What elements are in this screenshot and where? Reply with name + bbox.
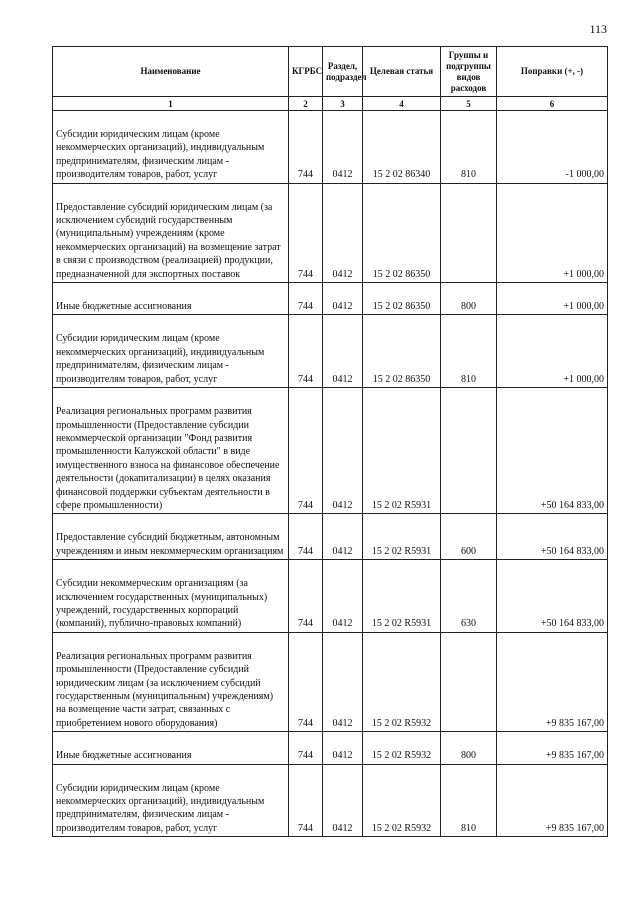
cell-section-text: 0412 bbox=[332, 373, 353, 385]
cell-name-text: Реализация региональных программ развития промышленности (Предоставление субсидии некоммерческой организации "Фонд развития промышленности Калужской области" в виде имущественного взноса на финансовое обеспечение деятельности (докапитализации) в целях оказания финансовой поддержки субъектам деятельности в сфере промышленности) bbox=[56, 406, 280, 511]
column-number: 2 bbox=[289, 97, 323, 111]
cell-section bbox=[323, 183, 363, 282]
cell-name-text: Реализация региональных программ развития промышленности (Предоставление субсидий юридическим лицам (за исключением субсидий государственным (муниципальным) учреждениям) на возмещение части затрат, связанных с приобретением нового оборудования) bbox=[56, 650, 274, 729]
column-number-row bbox=[53, 97, 608, 111]
cell-amount-text: +50 164 833,00 bbox=[540, 618, 604, 630]
cell-amount bbox=[497, 732, 608, 764]
cell-name-text: Иные бюджетные ассигнования bbox=[56, 301, 192, 313]
cell-target-article-text: 15 2 02 R5932 bbox=[371, 822, 432, 834]
cell-target-article bbox=[363, 764, 441, 837]
page-number: 113 bbox=[589, 22, 607, 36]
column-header: КГРБС bbox=[289, 47, 323, 97]
cell-kgrbs-text: 744 bbox=[298, 717, 313, 729]
cell-expense-group bbox=[441, 632, 497, 731]
cell-name-text: Субсидии некоммерческим организациям (за исключением государственных (муниципальных) учреждений, государственных корпораций (компаний), публично-правовых компаний) bbox=[56, 578, 268, 630]
cell-kgrbs bbox=[289, 732, 323, 764]
cell-expense-group bbox=[441, 514, 497, 560]
cell-section bbox=[323, 514, 363, 560]
cell-name bbox=[53, 560, 289, 633]
budget-table bbox=[52, 46, 608, 837]
cell-name bbox=[53, 388, 289, 514]
cell-name bbox=[53, 632, 289, 731]
cell-kgrbs-text: 744 bbox=[298, 822, 313, 834]
cell-amount-text: +1 000,00 bbox=[563, 268, 604, 280]
cell-kgrbs-text: 744 bbox=[298, 750, 313, 762]
table-row bbox=[53, 283, 608, 315]
cell-target-article-text: 15 2 02 R5932 bbox=[371, 750, 432, 762]
cell-name-text: Субсидии юридическим лицам (кроме некоммерческих организаций), индивидуальным предпринимателям, физическим лицам - производителям товаров, работ, услуг bbox=[56, 333, 265, 385]
cell-amount-text: +50 164 833,00 bbox=[540, 499, 604, 511]
cell-target-article-text: 15 2 02 86350 bbox=[372, 268, 431, 280]
cell-name bbox=[53, 111, 289, 184]
cell-target-article-text: 15 2 02 86350 bbox=[372, 301, 431, 313]
table-row bbox=[53, 732, 608, 764]
cell-amount-text: +50 164 833,00 bbox=[540, 545, 604, 557]
cell-kgrbs-text: 744 bbox=[298, 301, 313, 313]
column-header: Группы и подгруппы видов расходов bbox=[441, 47, 497, 97]
cell-target-article-text: 15 2 02 R5931 bbox=[371, 545, 432, 557]
cell-amount-text: +9 835 167,00 bbox=[545, 822, 604, 834]
cell-expense-group-text: 800 bbox=[461, 750, 476, 762]
column-number: 4 bbox=[363, 97, 441, 111]
cell-section bbox=[323, 732, 363, 764]
cell-kgrbs bbox=[289, 514, 323, 560]
cell-section-text: 0412 bbox=[332, 822, 353, 834]
cell-amount bbox=[497, 315, 608, 388]
table-row bbox=[53, 632, 608, 731]
cell-section-text: 0412 bbox=[332, 545, 353, 557]
cell-expense-group bbox=[441, 315, 497, 388]
cell-expense-group bbox=[441, 183, 497, 282]
cell-expense-group bbox=[441, 732, 497, 764]
cell-name bbox=[53, 283, 289, 315]
cell-target-article bbox=[363, 283, 441, 315]
column-number: 5 bbox=[441, 97, 497, 111]
column-number: 6 bbox=[497, 97, 608, 111]
cell-amount-text: -1 000,00 bbox=[565, 169, 604, 181]
cell-section bbox=[323, 315, 363, 388]
cell-name-text: Предоставление субсидий юридическим лицам (за исключением субсидий государственным (муниципальным) учреждениям (кроме некоммерческих организаций) на возмещение затрат в связи с производством (реализацией) продукции, предназначенной для экспортных поставок bbox=[56, 201, 281, 280]
table-row bbox=[53, 514, 608, 560]
cell-kgrbs-text: 744 bbox=[298, 373, 313, 385]
cell-target-article bbox=[363, 514, 441, 560]
column-header: Наименование bbox=[53, 47, 289, 97]
cell-kgrbs bbox=[289, 111, 323, 184]
cell-amount-text: +1 000,00 bbox=[563, 373, 604, 385]
cell-target-article bbox=[363, 388, 441, 514]
cell-name bbox=[53, 514, 289, 560]
table-body bbox=[53, 111, 608, 837]
cell-target-article-text: 15 2 02 86350 bbox=[372, 373, 431, 385]
cell-section-text: 0412 bbox=[332, 301, 353, 313]
cell-section-text: 0412 bbox=[332, 750, 353, 762]
cell-name bbox=[53, 183, 289, 282]
cell-expense-group bbox=[441, 111, 497, 184]
cell-expense-group-text: 810 bbox=[461, 373, 476, 385]
cell-kgrbs bbox=[289, 632, 323, 731]
table-row bbox=[53, 560, 608, 633]
cell-amount bbox=[497, 514, 608, 560]
table-row bbox=[53, 183, 608, 282]
cell-name-text: Субсидии юридическим лицам (кроме некоммерческих организаций), индивидуальным предпринимателям, физическим лицам - производителям товаров, работ, услуг bbox=[56, 129, 265, 181]
table-row bbox=[53, 388, 608, 514]
column-header: Поправки (+, -) bbox=[497, 47, 608, 97]
cell-target-article bbox=[363, 111, 441, 184]
cell-kgrbs-text: 744 bbox=[298, 545, 313, 557]
cell-target-article bbox=[363, 183, 441, 282]
cell-expense-group-text: 810 bbox=[461, 169, 476, 181]
cell-name bbox=[53, 315, 289, 388]
column-number: 3 bbox=[323, 97, 363, 111]
cell-target-article-text: 15 2 02 R5931 bbox=[371, 499, 432, 511]
cell-expense-group-text: 800 bbox=[461, 301, 476, 313]
cell-kgrbs bbox=[289, 560, 323, 633]
cell-section-text: 0412 bbox=[332, 499, 353, 511]
cell-kgrbs bbox=[289, 764, 323, 837]
cell-amount bbox=[497, 111, 608, 184]
cell-name bbox=[53, 764, 289, 837]
table-row bbox=[53, 764, 608, 837]
cell-expense-group bbox=[441, 283, 497, 315]
table-row bbox=[53, 111, 608, 184]
cell-expense-group-text: 810 bbox=[461, 822, 476, 834]
cell-target-article bbox=[363, 560, 441, 633]
cell-amount bbox=[497, 764, 608, 837]
cell-amount-text: +1 000,00 bbox=[563, 301, 604, 313]
cell-section-text: 0412 bbox=[332, 268, 353, 280]
cell-section-text: 0412 bbox=[332, 618, 353, 630]
cell-amount bbox=[497, 183, 608, 282]
cell-expense-group bbox=[441, 388, 497, 514]
cell-name-text: Субсидии юридическим лицам (кроме некоммерческих организаций), индивидуальным предпринимателям, физическим лицам - производителям товаров, работ, услуг bbox=[56, 782, 265, 834]
cell-kgrbs bbox=[289, 388, 323, 514]
cell-expense-group bbox=[441, 560, 497, 633]
cell-expense-group-text: 630 bbox=[461, 618, 476, 630]
cell-kgrbs-text: 744 bbox=[298, 618, 313, 630]
cell-name-text: Предоставление субсидий бюджетным, автономным учреждениям и иным некоммерческим организациям bbox=[56, 532, 284, 557]
column-header: Целевая статья bbox=[363, 47, 441, 97]
cell-section bbox=[323, 632, 363, 731]
cell-target-article-text: 15 2 02 R5932 bbox=[371, 717, 432, 729]
cell-kgrbs-text: 744 bbox=[298, 499, 313, 511]
cell-target-article bbox=[363, 315, 441, 388]
cell-target-article bbox=[363, 732, 441, 764]
cell-amount bbox=[497, 560, 608, 633]
cell-amount bbox=[497, 388, 608, 514]
cell-name-text: Иные бюджетные ассигнования bbox=[56, 750, 192, 762]
cell-expense-group bbox=[441, 764, 497, 837]
cell-amount-text: +9 835 167,00 bbox=[545, 717, 604, 729]
cell-amount bbox=[497, 632, 608, 731]
cell-section bbox=[323, 764, 363, 837]
cell-section bbox=[323, 560, 363, 633]
cell-target-article bbox=[363, 632, 441, 731]
cell-section bbox=[323, 283, 363, 315]
cell-section bbox=[323, 111, 363, 184]
cell-amount-text: +9 835 167,00 bbox=[545, 750, 604, 762]
cell-expense-group-text: 600 bbox=[461, 545, 476, 557]
cell-target-article-text: 15 2 02 R5931 bbox=[371, 618, 432, 630]
column-number: 1 bbox=[53, 97, 289, 111]
cell-section bbox=[323, 388, 363, 514]
cell-kgrbs bbox=[289, 315, 323, 388]
cell-name bbox=[53, 732, 289, 764]
cell-section-text: 0412 bbox=[332, 717, 353, 729]
cell-target-article-text: 15 2 02 86340 bbox=[372, 169, 431, 181]
column-header: Раздел, подраздел bbox=[323, 47, 363, 97]
cell-kgrbs bbox=[289, 283, 323, 315]
table-row bbox=[53, 315, 608, 388]
cell-amount bbox=[497, 283, 608, 315]
cell-kgrbs-text: 744 bbox=[298, 268, 313, 280]
cell-section-text: 0412 bbox=[332, 169, 353, 181]
table-header-row bbox=[53, 47, 608, 97]
cell-kgrbs bbox=[289, 183, 323, 282]
cell-kgrbs-text: 744 bbox=[298, 169, 313, 181]
